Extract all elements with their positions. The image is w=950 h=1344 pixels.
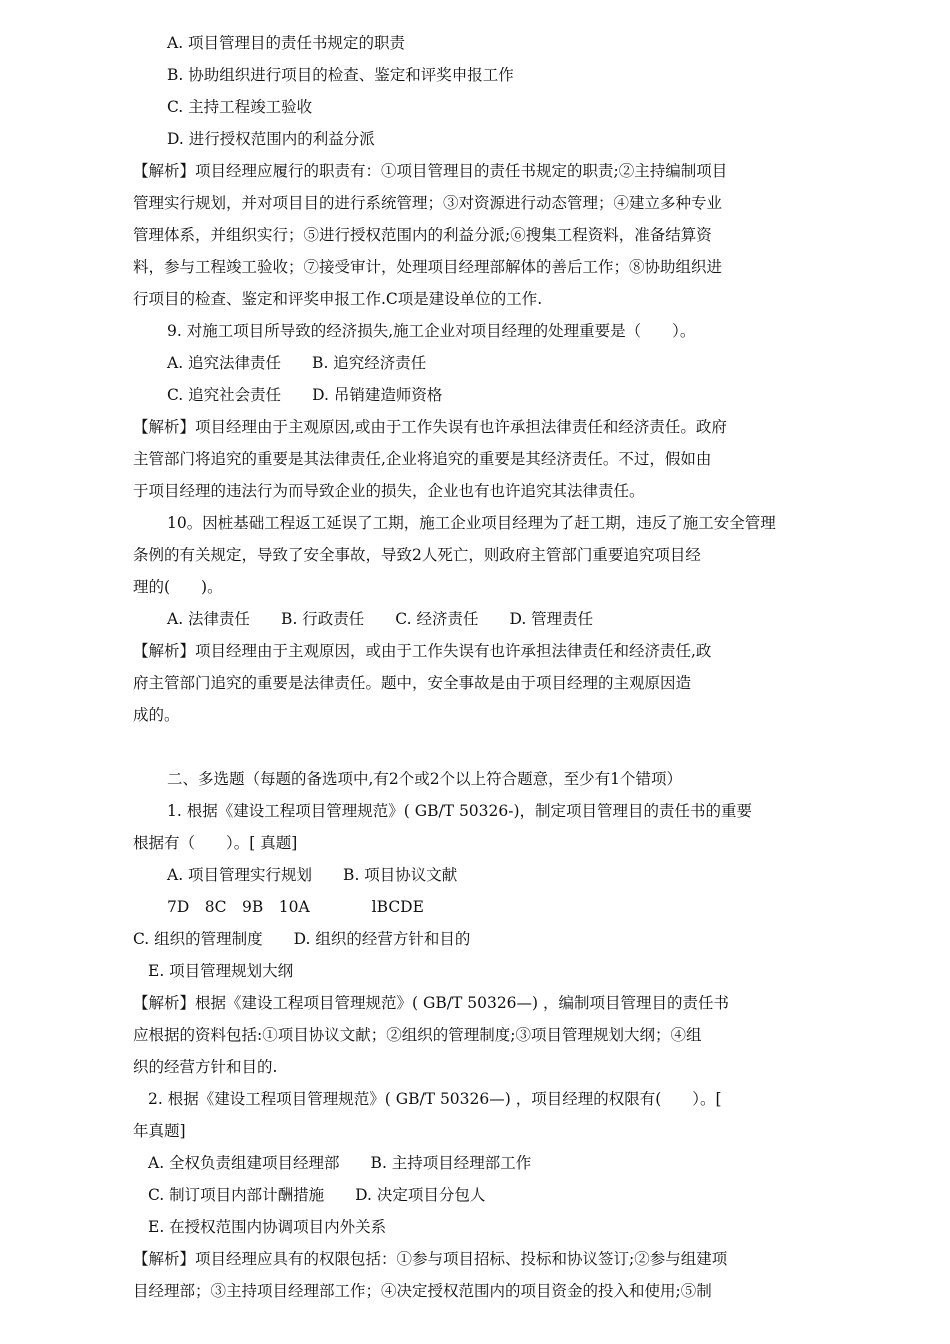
text-line: 管理体系，并组织实行；⑤进行授权范围内的利益分派;⑥搜集工程资料，准备结算资 bbox=[133, 226, 712, 244]
text-line: 行项目的检查、鉴定和评奖申报工作.C项是建设单位的工作. bbox=[133, 290, 543, 308]
text-line: 成的。 bbox=[133, 706, 180, 724]
text-line: 府主管部门追究的重要是法律责任。题中，安全事故是由于项目经理的主观原因造 bbox=[133, 674, 692, 692]
text-line: C. 制订项目内部计酬措施 D. 决定项目分包人 bbox=[148, 1186, 486, 1204]
text-line: 管理实行规划，并对项目目的进行系统管理；③对资源进行动态管理；④建立多种专业 bbox=[133, 194, 723, 212]
text-line: C. 组织的管理制度 D. 组织的经营方针和目的 bbox=[133, 930, 471, 948]
text-line: E. 项目管理规划大纲 bbox=[148, 962, 294, 980]
text-line: A. 项目管理实行规划 B. 项目协议文献 bbox=[167, 866, 458, 884]
text-line: C. 主持工程竣工验收 bbox=[167, 98, 313, 116]
text-line: B. 协助组织进行项目的检查、鉴定和评奖申报工作 bbox=[167, 66, 514, 84]
text-line: 于项目经理的违法行为而导致企业的损失，企业也有也许追究其法律责任。 bbox=[133, 482, 645, 500]
text-line: 料，参与工程竣工验收；⑦接受审计，处理项目经理部解体的善后工作；⑧协助组织进 bbox=[133, 258, 723, 276]
text-line: A. 项目管理目的责任书规定的职责 bbox=[167, 34, 406, 52]
text-line: A. 法律责任 B. 行政责任 C. 经济责任 D. 管理责任 bbox=[167, 610, 594, 628]
text-line: 主管部门将追究的重要是其法律责任,企业将追究的重要是其经济责任。不过，假如由 bbox=[133, 450, 712, 468]
text-line: 【解析】项目经理由于主观原因，或由于工作失误有也许承担法律责任和经济责任,政 bbox=[133, 642, 712, 660]
text-line: 织的经营方针和目的. bbox=[133, 1058, 278, 1076]
text-line: 目经理部；③主持项目经理部工作；④决定授权范围内的项目资金的投入和使用;⑤制 bbox=[133, 1282, 712, 1300]
text-line: 年真题] bbox=[133, 1122, 186, 1140]
text-line: E. 在授权范围内协调项目内外关系 bbox=[148, 1218, 387, 1236]
text-line: 【解析】项目经理由于主观原因,或由于工作失误有也许承担法律责任和经济责任。政府 bbox=[133, 418, 727, 436]
text-line: 应根据的资料包括:①项目协议文献；②组织的管理制度;③项目管理规划大纲；④组 bbox=[133, 1026, 702, 1044]
section-heading: 二、多选题（每题的备选项中,有2个或2个以上符合题意，至少有1个错项） bbox=[167, 770, 683, 788]
text-line: C. 追究社会责任 D. 吊销建造师资格 bbox=[167, 386, 443, 404]
text-line: 【解析】项目经理应具有的权限包括：①参与项目招标、投标和协议签订;②参与组建项 bbox=[133, 1250, 728, 1268]
text-line: 理的( )。 bbox=[133, 578, 223, 596]
text-line: 【解析】根据《建设工程项目管理规范》( GB/T 50326—) ，编制项目管理目的责任书 bbox=[133, 994, 730, 1012]
answer-key: 7D 8C 9B 10A lBCDE bbox=[167, 898, 424, 916]
text-line: 10。因桩基础工程返工延误了工期，施工企业项目经理为了赶工期，违反了施工安全管理 bbox=[167, 514, 776, 532]
text-line: 条例的有关规定，导致了安全事故，导致2人死亡，则政府主管部门重要追究项目经 bbox=[133, 546, 701, 564]
text-line: A. 追究法律责任 B. 追究经济责任 bbox=[167, 354, 427, 372]
text-line: 【解析】项目经理应履行的职责有：①项目管理目的责任书规定的职责;②主持编制项目 bbox=[133, 162, 728, 180]
text-line: 1. 根据《建设工程项目管理规范》( GB/T 50326-)，制定项目管理目的责任书的重要 bbox=[167, 802, 753, 820]
text-line: 9. 对施工项目所导致的经济损失,施工企业对项目经理的处理重要是（ ）。 bbox=[167, 322, 696, 340]
text-line: 根据有（ ）。[ 真题] bbox=[133, 834, 298, 852]
text-line: D. 进行授权范围内的利益分派 bbox=[167, 130, 375, 148]
text-line: 2. 根据《建设工程项目管理规范》( GB/T 50326—) ，项目经理的权限有( ）。[ bbox=[148, 1090, 722, 1108]
text-line: A. 全权负责组建项目经理部 B. 主持项目经理部工作 bbox=[148, 1154, 532, 1172]
